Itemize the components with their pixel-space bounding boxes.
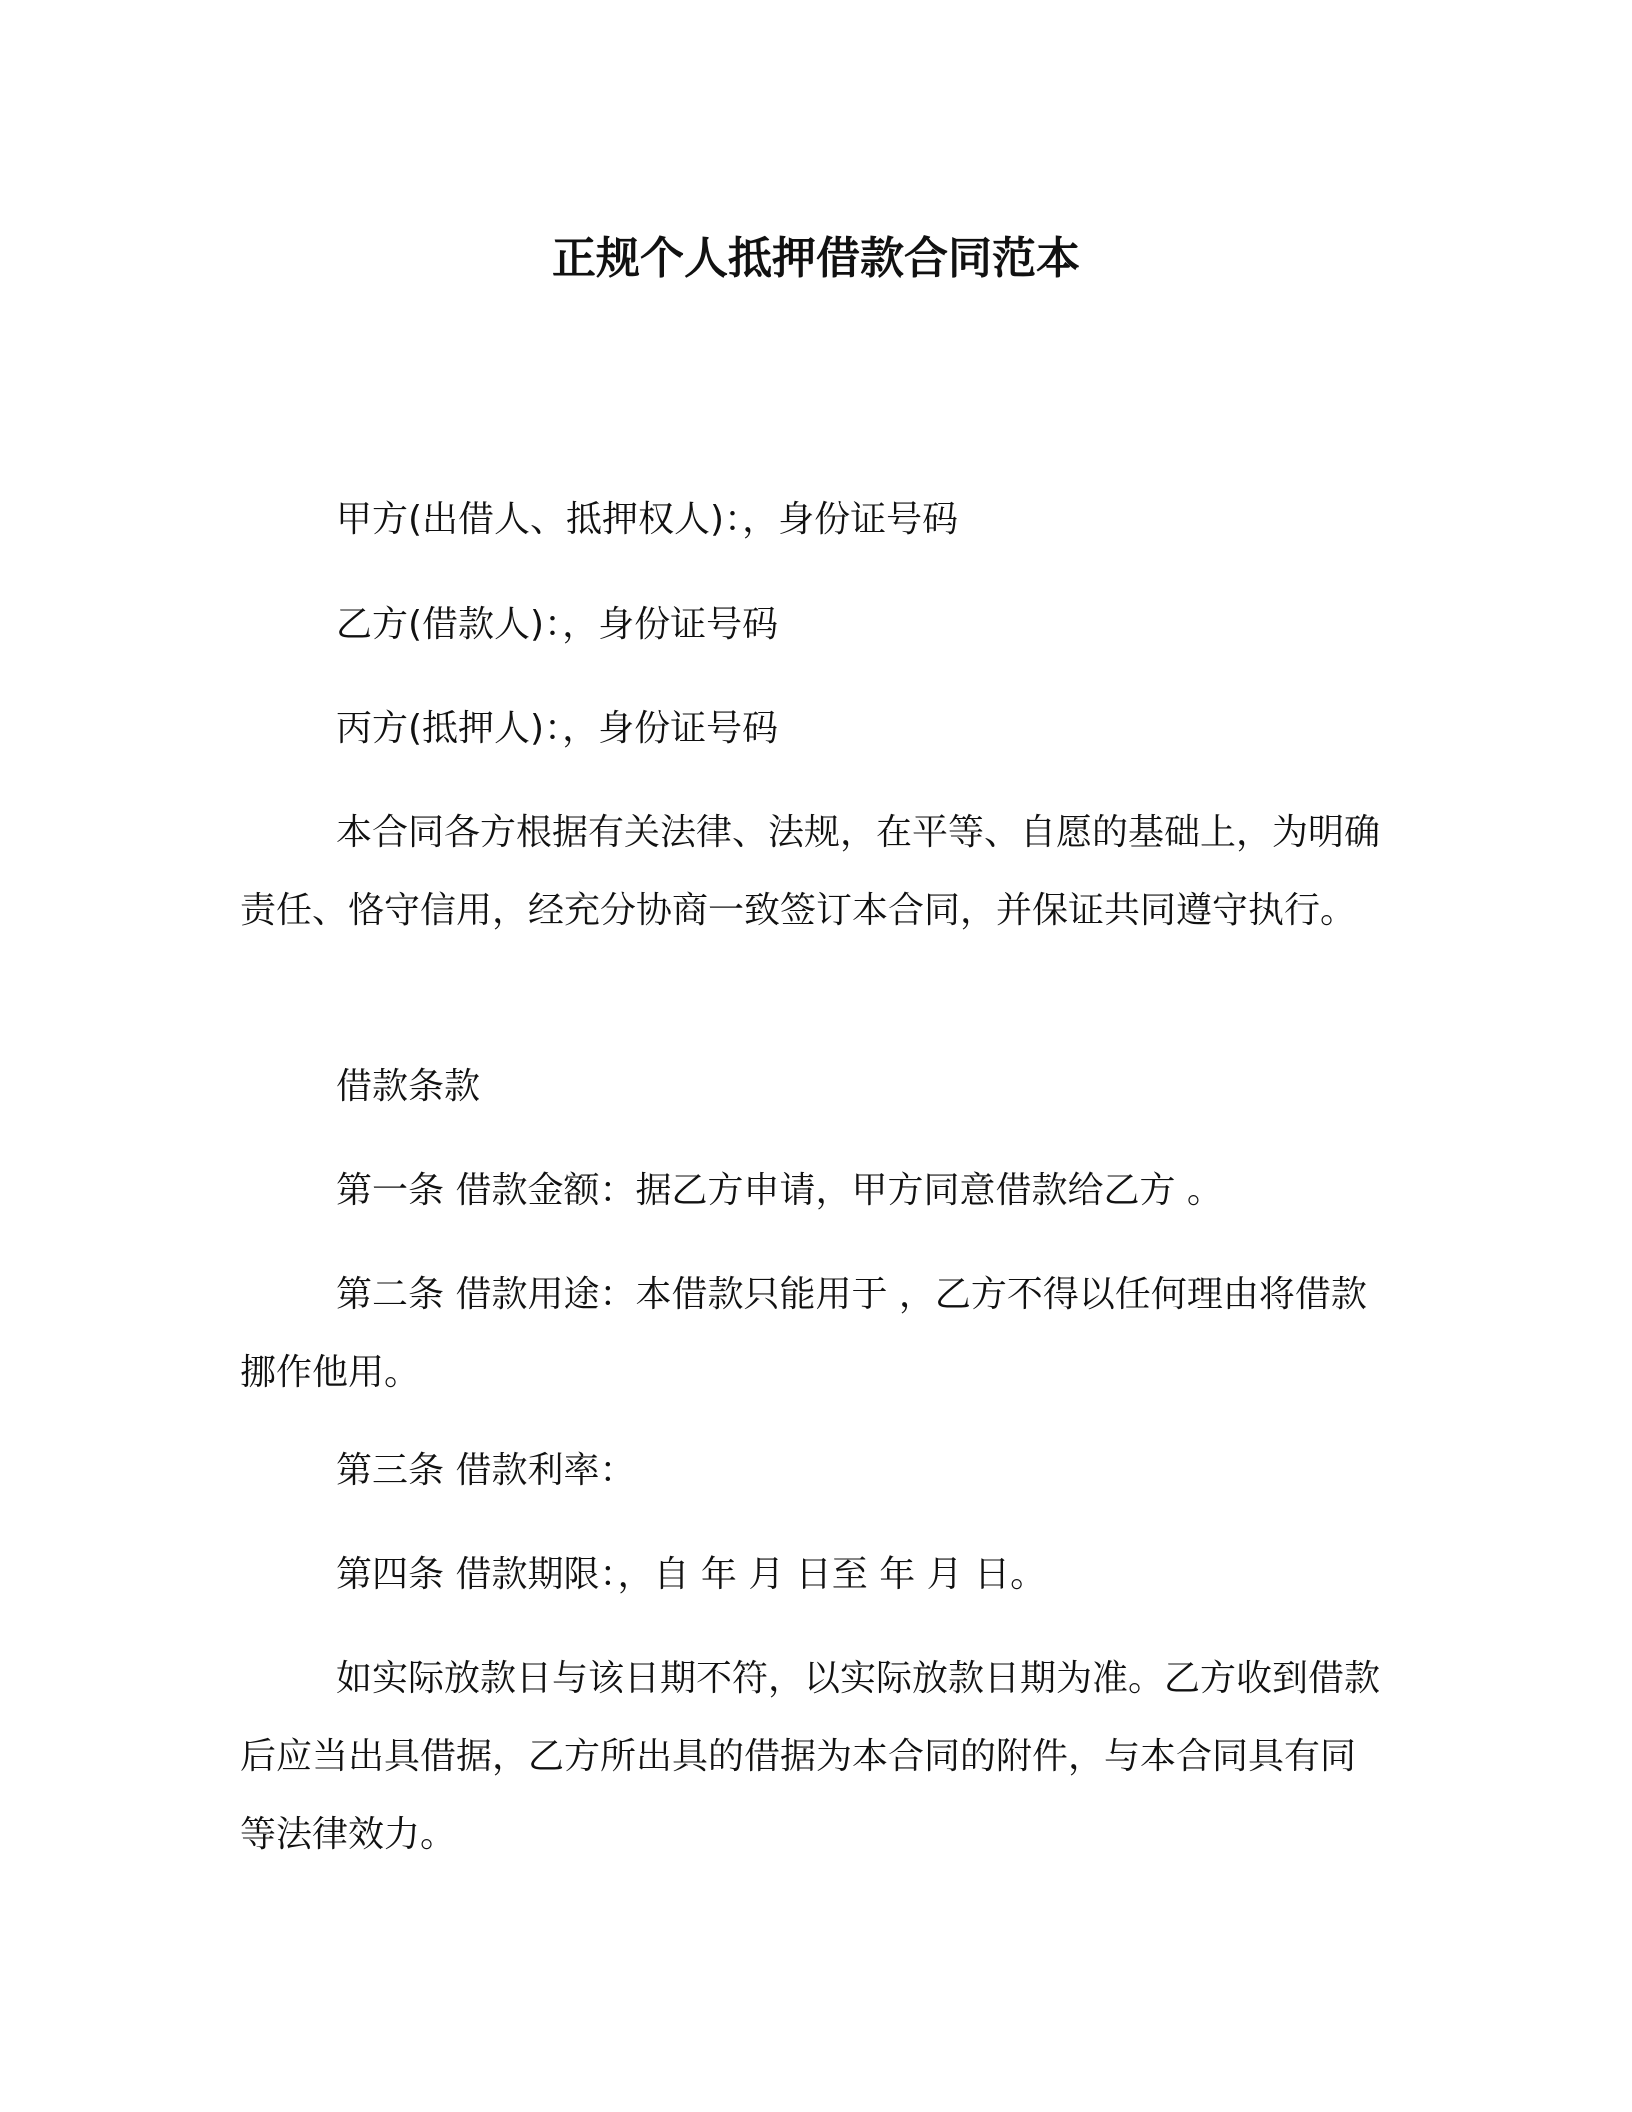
document-title: 正规个人抵押借款合同范本 <box>552 233 1080 284</box>
article-3-interest-rate: 第三条 借款利率： <box>336 1450 636 1491</box>
preamble-paragraph: 本合同各方根据有关法律、法规，在平等、自愿的基础上，为明确责任、恪守信用，经充分协商一致签订本合同，并保证共同遵守执行。 <box>240 812 1381 931</box>
article-1-loan-amount: 第一条 借款金额：据乙方申请，甲方同意借款给乙方 。 <box>336 1170 1223 1211</box>
party-a-line: 甲方(出借人、抵押权人)：，身份证号码 <box>336 499 959 540</box>
party-c-line: 丙方(抵押人)：，身份证号码 <box>336 708 779 749</box>
article-4-loan-term: 第四条 借款期限：，自 年 月 日至 年 月 日。 <box>336 1554 1047 1595</box>
disbursement-paragraph: 如实际放款日与该日期不符，以实际放款日期为准。乙方收到借款后应当出具借据，乙方所出具的借据为本合同的附件，与本合同具有同等法律效力。 <box>240 1658 1381 1855</box>
article-2-loan-purpose: 第二条 借款用途：本借款只能用于 ，乙方不得以任何理由将借款挪作他用。 <box>240 1274 1367 1393</box>
party-b-line: 乙方(借款人)：，身份证号码 <box>336 604 779 645</box>
section-heading-loan-terms: 借款条款 <box>336 1066 481 1107</box>
